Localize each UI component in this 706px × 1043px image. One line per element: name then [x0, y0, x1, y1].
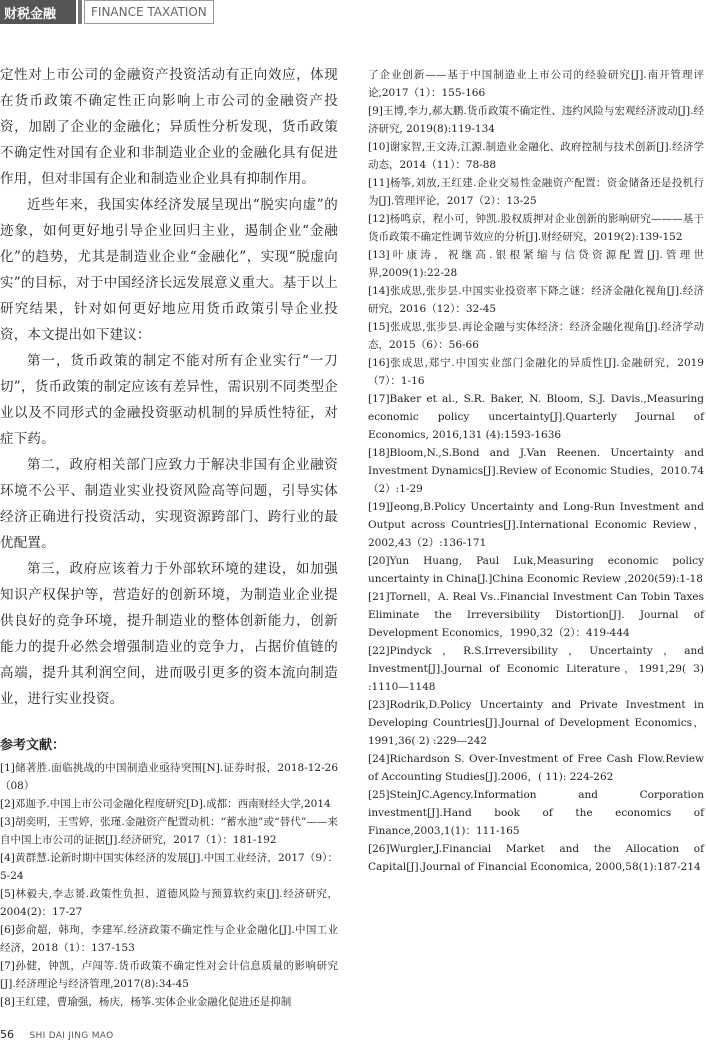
reference-item: [14]张成思,张步昙.中国实业投资率下降之谜：经济金融化视角[J].经济研究，2016（12）：32-45 — [368, 285, 704, 315]
section-english-tag: FINANCE TAXATION — [84, 0, 214, 24]
body-paragraph: 第二，政府相关部门应致力于解决非国有企业融资环境不公平、制造业实业投资风险高等问题，引导实体经济正确进行投资活动，实现资源跨部门、跨行业的最优配置。 — [0, 457, 338, 551]
page-footer — [0, 1028, 113, 1043]
magazine-name: SHI DAI JING MAO — [29, 1031, 114, 1041]
reference-item: [22]Pindyck，R.S.Irreversibility，Uncertainty，and Investment[J].Journal of Economic Literature，1991,29( 3) :1110—1148 — [368, 645, 704, 693]
page-header — [0, 0, 706, 26]
body-paragraph: 第三，政府应该着力于外部软环境的建设，如加强知识产权保护等，营造好的创新环境，为制造业企业提供良好的竞争环境，提升制造业的整体创新能力，创新能力的提升必然会增强制造业的竞争力，占据价值链的高端，提升其利润空间，进而吸引更多的资本流向制造业，进行实业投资。 — [0, 561, 338, 707]
reference-item: [15]张成思,张步昙.再论金融与实体经济：经济金融化视角[J].经济学动态，2015（6）：56-66 — [368, 321, 704, 351]
page-number: 56 — [0, 1028, 14, 1041]
reference-item: [6]彭俞超，韩珣，李建军.经济政策不确定性与企业金融化[J].中国工业经济，2018（1）：137-153 — [0, 924, 338, 954]
reference-item: [4]黄群慧.论新时期中国实体经济的发展[J].中国工业经济，2017（9）：5-24 — [0, 852, 338, 882]
section-brand-block — [0, 0, 76, 24]
reference-item: [13]叶康涛，祝继高.银根紧缩与信贷资源配置[J].管理世界,2009(1):22-28 — [368, 249, 704, 279]
right-column — [368, 66, 704, 876]
reference-item: [5]林毅夫,李志赟.政策性负担、道德风险与预算软约束[J].经济研究，2004(2)：17-27 — [0, 888, 338, 918]
reference-item: [21]Tornell，A. Real Vs..Financial Investment Can Tobin Taxes Eliminate the Irreversibility Distortion[J]. Journal of Development Economics，1990,32（2）：419-444 — [368, 591, 704, 639]
section-brand-label: 财税金融 — [4, 7, 57, 22]
reference-item: [24]Richardson S. Over-Investment of Free Cash Flow.Review of Accounting Studies[J].2006，( 11): 224-262 — [368, 753, 704, 783]
reference-item: [8]王红建，曹瑜强，杨庆，杨筝.实体企业金融化促进还是抑制 — [0, 996, 292, 1008]
reference-item: [19]Jeong,B.Policy Uncertainty and Long-Run Investment and Output across Countries[J].International Economic Review，2002,43（2）:136-171 — [368, 501, 704, 549]
body-paragraph: 第一，货币政策的制定不能对所有企业实行“一刀切”，货币政策的制定应该有差异性，需识别不同类型企业以及不同形式的金融投资驱动机制的异质性特征，对症下药。 — [0, 353, 338, 447]
reference-item: [2]邓迦予.中国上市公司金融化程度研究[D].成都：西南财经大学,2014 — [0, 798, 331, 810]
reference-item: [20]Yun Huang, Paul Luk,Measuring economic policy uncertainty in China[J.]China Economic Review ,2020(59):1-18 — [368, 555, 704, 585]
reference-item: [12]杨鸣京，程小可，钟凯.股权质押对企业创新的影响研究———基于货币政策不确定性调节效应的分析[J].财经研究，2019(2):139-152 — [368, 213, 704, 243]
reference-item: [3]胡奕明，王雪婷，张瑾.金融资产配置动机：“蓄水池”或“替代”——来自中国上市公司的证据[J].经济研究，2017（1）：181-192 — [0, 816, 338, 846]
left-column — [0, 62, 338, 1011]
body-paragraph: 定性对上市公司的金融资产投资活动有正向效应，体现在货币政策不确定性正向影响上市公司的金融资产投资，加剧了企业的金融化；异质性分析发现，货币政策不确定性对国有企业和非制造业企业的金融化具有促进作用，但对非国有企业和制造业企业具有抑制作用。 — [0, 67, 338, 187]
reference-item: [10]谢家智,王文涛,江源.制造业金融化、政府控制与技术创新[J].经济学动态，2014（11）：78-88 — [368, 141, 704, 171]
reference-item: [16]张成思,郑宁.中国实业部门金融化的异质性[J].金融研究，2019（7）：1-16 — [368, 357, 704, 387]
reference-item: [25]SteinJC.Agency.Information and Corporation investment[J].Hand book of the economics of Finance,2003,1(1)：111-165 — [368, 789, 704, 837]
reference-item: [17]Baker et al., S.R. Baker, N. Bloom, S.J. Davis.,Measuring economic policy uncertainty[J].Quarterly Journal of Economics, 2016,131 (4):1593-1636 — [368, 393, 704, 441]
reference-item: [18]Bloom,N.,S.Bond and J.Van Reenen. Uncertainty and Investment Dynamics[J].Review of Economic Studies，2010.74（2）:1-29 — [368, 447, 704, 495]
header-accent-bar — [78, 0, 82, 24]
reference-item: [11]杨筝,刘放,王红建.企业交易性金融资产配置：资金储备还是投机行为[J].管理评论，2017（2）：13-25 — [368, 177, 704, 207]
reference-item: [7]孙健，钟凯，卢闯等.货币政策不确定性对会计信息质量的影响研究[J].经济理论与经济管理,2017(8):34-45 — [0, 960, 338, 990]
body-paragraph: 近些年来，我国实体经济发展呈现出“脱实向虚”的迹象，如何更好地引导企业回归主业，遏制企业“金融化”的趋势，尤其是制造业企业“金融化”，实现“脱虚向实”的目标，对于中国经济长远发展意义重大。基于以上研究结果，针对如何更好地应用货币政策引导企业投资，本文提出如下建议： — [0, 197, 338, 343]
reference-item: 了企业创新——基于中国制造业上市公司的经验研究[J].南开管理评论,2017（1）：155-166 — [368, 69, 704, 99]
reference-item: [1]储著胜.面临挑战的中国制造业亟待突围[N].证券时报，2018-12-26（08） — [0, 762, 338, 792]
references-heading: 参考文献： — [0, 738, 66, 753]
reference-item: [9]王博,李力,郝大鹏.货币政策不确定性、违约风险与宏观经济波动[J].经济研究, 2019(8):119-134 — [368, 105, 704, 135]
reference-item: [26]Wurgler,J.Financial Market and the Allocation of Capital[J].Journal of Financial Economica, 2000,58(1):187-214 — [368, 843, 704, 873]
reference-item: [23]Rodrik,D.Policy Uncertainty and Private Investment in Developing Countries[J].Journal of Development Economics，1991,36( 2) :229—242 — [368, 699, 704, 747]
